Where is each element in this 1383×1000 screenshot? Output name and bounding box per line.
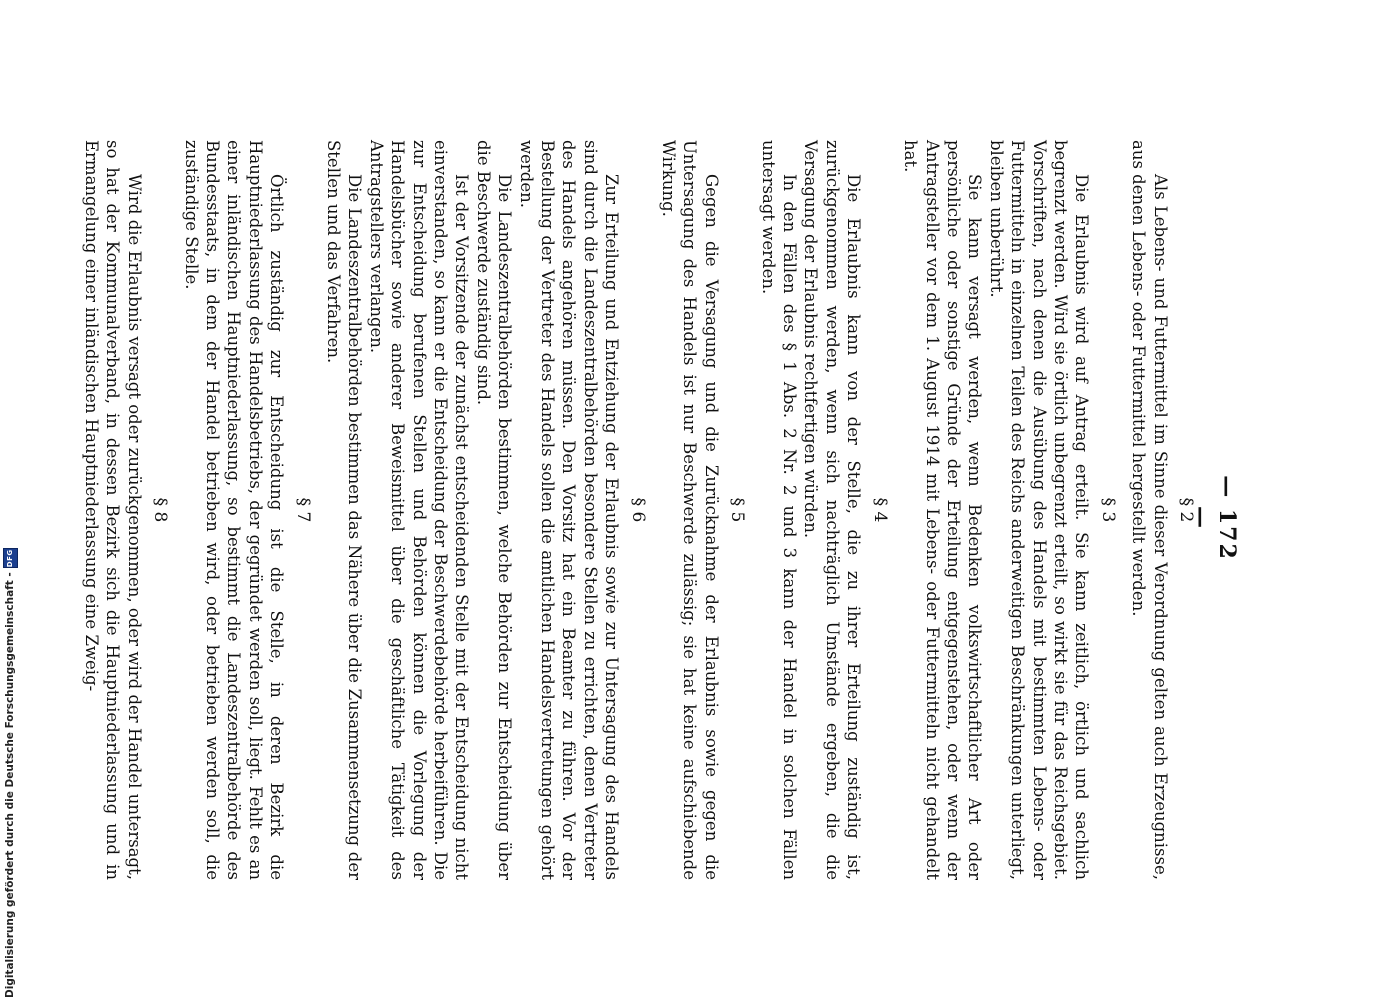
section-5 (658, 140, 748, 880)
section-heading: § 5 (727, 497, 748, 523)
section-heading: § 4 (869, 497, 890, 523)
page-body (81, 140, 1201, 880)
page-number: — 172 — (1188, 475, 1240, 561)
section-6 (323, 140, 648, 880)
footer-text: Digitalisierung gefördert durch die Deutsche Forschungsgemeinschaft - (4, 572, 16, 998)
paragraph: Die Landeszentralbehörden bestimmen, welche Behörden zur Entscheidung über die Beschwerde zuständig sind. (473, 140, 515, 880)
section-8 (81, 140, 171, 880)
paragraph: Ist der Vorsitzende der zunächst entscheidenden Stelle mit der Entscheidung nicht einverstanden, so kann er die Entscheidung der Beschwerdebehörde herbeiführen. Die zur Entscheidung berufenen Stellen und Behörden können die Vorlegung der Handelsbücher sowie anderer Beweismittel über die geschäftliche Tätigkeit des Antragstellers verlangen. (366, 140, 472, 880)
paragraph: Zur Erteilung und Entziehung der Erlaubnis sowie zur Untersagung des Handels sind durch die Landeszentralbehörden besondere Stellen zu errichten, denen Vertreter des Handels angehören müssen. Den Vorsitz hat ein Beamter zu führen. Vor der Bestellung der Vertreter des Handels sollen die amtlichen Handelsvertretungen gehört werden. (516, 140, 622, 880)
paragraph: Gegen die Versagung und die Zurücknahme der Erlaubnis sowie gegen die Untersagung des Handels ist nur Beschwerde zulässig; sie hat keine aufschiebende Wirkung. (659, 140, 721, 880)
section-heading: § 3 (1097, 497, 1118, 523)
section-2 (1128, 140, 1196, 880)
section-heading: § 6 (627, 497, 648, 523)
section-heading: § 7 (292, 497, 313, 523)
digitization-footer (2, 549, 18, 998)
paragraph: Die Landeszentralbehörden bestimmen das Nähere über die Zusammensetzung der Stellen und das Verfahren. (323, 140, 365, 880)
paragraph: Wird die Erlaubnis versagt oder zurückgenommen, oder wird der Handel untersagt, so hat der Kommunalverband, in dessen Bezirk sich die Hauptniederlassung und in Ermangelung einer inländischen Hauptniederlassung eine Zweig- (81, 140, 144, 880)
rotated-page (81, 0, 1240, 1000)
section-3 (900, 140, 1118, 880)
section-heading: § 2 (1176, 497, 1196, 523)
dfg-logo-icon: DFG (3, 548, 18, 568)
section-4 (757, 140, 889, 880)
paragraph: In den Fällen des § 1 Abs. 2 Nr. 2 und 3 kann der Handel in solchen Fällen untersagt werden. (758, 140, 800, 880)
paragraph: Sie kann versagt werden, wenn Bedenken volkswirtschaftlicher Art oder persönliche oder sonstige Gründe der Erteilung entgegenstehen, oder wenn der Antragsteller vor dem 1. August 1914 mit Lebens- oder Futtermitteln nicht gehandelt hat. (901, 140, 985, 880)
paragraph: Die Erlaubnis kann von der Stelle, die zu ihrer Erteilung zuständig ist, zurückgenommen werden, wenn sich nachträglich Umstände ergeben, die die Versagung der Erlaubnis rechtfertigen würden. (801, 140, 864, 880)
section-heading: § 8 (150, 497, 171, 523)
section-7 (180, 140, 312, 880)
paragraph: Als Lebens- und Futtermittel im Sinne dieser Verordnung gelten auch Erzeugnisse, aus denen Lebens- oder Futtermittel hergestellt werden. (1129, 140, 1170, 880)
paragraph: Örtlich zuständig zur Entscheidung ist die Stelle, in deren Bezirk die Hauptniederlassung des Handelsbetriebs, der gegründet werden soll, liegt. Fehlt es an einer inländischen Hauptniederlassung, so bestimmt die Landeszentralbehörde des Bundesstaats, in dem der Handel betrieben wird, oder betrieben werden soll, die zuständige Stelle. (181, 140, 287, 880)
paragraph: Die Erlaubnis wird auf Antrag erteilt. Sie kann zeitlich, örtlich und sachlich begrenzt werden. Wird sie örtlich unbegrenzt erteilt, so wirkt sie für das Reichsgebiet. Vorschriften, nach denen die Ausübung des Handels mit bestimmten Lebens- oder Futtermitteln in einzelnen Teilen des Reichs anderweitigen Beschränkungen unterliegt, bleiben unberührt. (986, 140, 1092, 880)
